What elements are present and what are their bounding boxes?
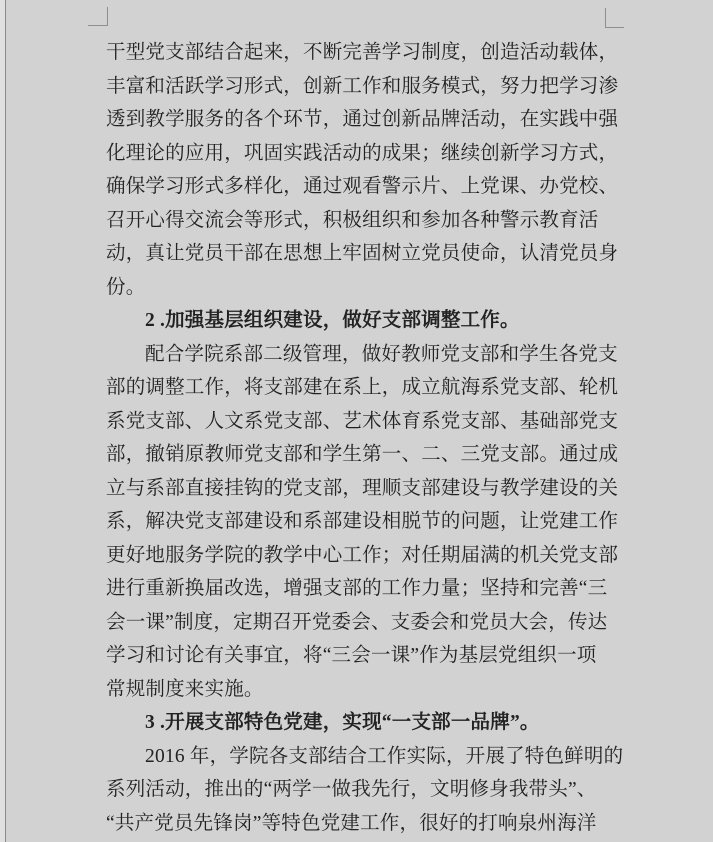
text-line: 动，真让党员干部在思想上牢固树立党员使命，认清党员身 <box>106 243 619 264</box>
page-left-border <box>5 0 6 842</box>
text-line: 部的调整工作，将支部建在系上，成立航海系党支部、轮机 <box>106 377 619 398</box>
text-line: 学习和讨论有关事宜，将“三会一课”作为基层党组织一项 <box>106 645 597 666</box>
text-line: 2016 年，学院各支部结合工作实际，开展了特色鲜明的 <box>145 745 624 767</box>
text-line: 系列活动，推出的“两学一做我先行，文明修身我带头”、 <box>106 779 597 800</box>
crop-mark-top-left-icon <box>88 7 108 26</box>
text-line: 会一课”制度，定期召开党委会、支委会和党员大会，传达 <box>106 611 608 633</box>
text-line: 常规制度来实施。 <box>106 678 264 700</box>
text-line: 化理论的应用，巩固实践活动的成果；继续创新学习方式， <box>106 142 619 164</box>
text-line: 系党支部、人文系党支部、艺术体育系党支部、基础部党支 <box>106 410 619 432</box>
heading-line: 2 .加强基层组织建设，做好支部调整工作。 <box>145 310 520 331</box>
heading-line: 3 .开展支部特色党建，实现“一支部一品牌”。 <box>145 712 540 733</box>
text-line: 确保学习形式多样化，通过观看警示片、上党课、办党校、 <box>106 176 619 197</box>
text-line: 部，撤销原教师党支部和学生第一、二、三党支部。通过成 <box>106 444 619 465</box>
text-line: 丰富和活跃学习形式，创新工作和服务模式，努力把学习渗 <box>106 75 619 97</box>
text-line: 进行重新换届改选，增强支部的工作力量；坚持和完善“三 <box>106 578 608 599</box>
text-line: 系，解决党支部建设和系部建设相脱节的问题，让党建工作 <box>106 511 619 532</box>
text-line: 份。 <box>106 276 146 298</box>
text-line: 召开心得交流会等形式，积极组织和参加各种警示教育活 <box>106 209 599 231</box>
text-line: 立与系部直接挂钩的党支部，理顺支部建设与教学建设的关 <box>106 477 619 499</box>
text-line: “共产党员先锋岗”等特色党建工作，很好的打响泉州海洋 <box>106 812 597 834</box>
text-line: 更好地服务学院的教学中心工作；对任期届满的机关党支部 <box>106 544 619 566</box>
document-body <box>106 36 628 840</box>
text-line: 干型党支部结合起来，不断完善学习制度，创造活动载体， <box>106 42 619 63</box>
text-line: 配合学院系部二级管理，做好教师党支部和学生各党支 <box>145 343 618 365</box>
text-line: 透到教学服务的各个环节，通过创新品牌活动，在实践中强 <box>106 109 619 130</box>
crop-mark-top-right-icon <box>605 8 624 28</box>
